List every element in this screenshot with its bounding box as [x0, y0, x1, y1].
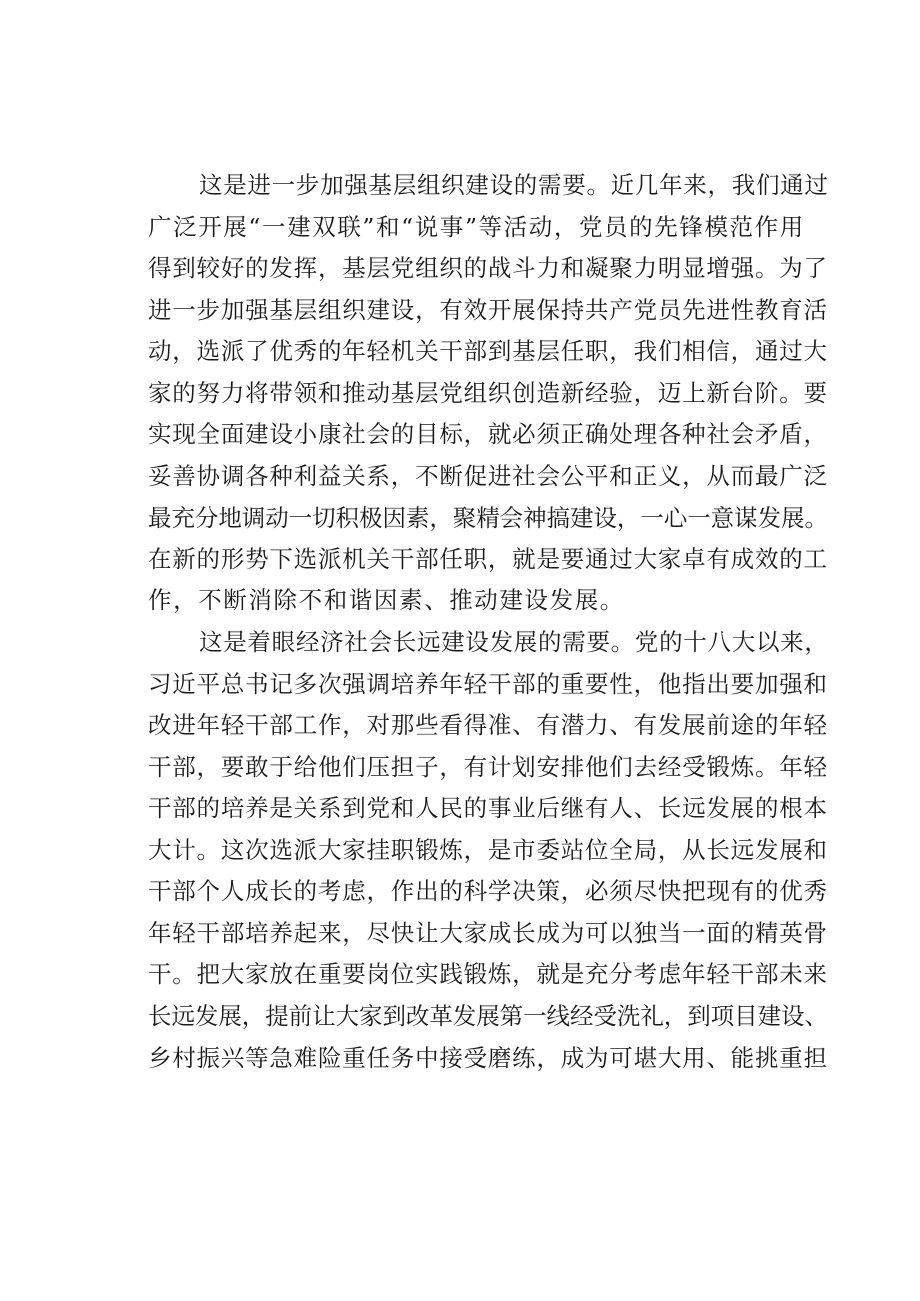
paragraph-1-line-2: 广泛开展“一建双联”和“说事”等活动，党员的先锋模范作用: [148, 213, 805, 241]
paragraph-1-line-7: 实现全面建设小康社会的目标，就必须正确处理各种社会矛盾，: [148, 420, 828, 448]
paragraph-1-line-8: 妥善协调各种利益关系，不断促进社会公平和正义，从而最广泛: [148, 462, 828, 490]
paragraph-2-line-2: 习近平总书记多次强调培养年轻干部的重要性，他指出要加强和: [148, 670, 828, 698]
paragraph-1-line-11: 作，不断消除不和谐因素、推动建设发展。: [148, 586, 625, 614]
paragraph-2-line-4: 干部，要敢于给他们压担子，有计划安排他们去经受锻炼。年轻: [148, 753, 828, 781]
paragraph-1-line-6: 家的努力将带领和推动基层党组织创造新经验，迈上新台阶。要: [148, 379, 828, 407]
paragraph-1-line-3: 得到较好的发挥，基层党组织的战斗力和凝聚力明显增强。为了: [148, 254, 828, 282]
paragraph-1-line-4: 进一步加强基层组织建设，有效开展保持共产党员先进性教育活: [148, 296, 828, 324]
paragraph-2-line-11: 乡村振兴等急难险重任务中接受磨练，成为可堪大用、能挑重担: [148, 1044, 828, 1072]
paragraph-2-line-1: 这是着眼经济社会长远建设发展的需要。党的十八大以来，: [199, 628, 829, 656]
paragraph-2-line-10: 长远发展，提前让大家到改革发展第一线经受洗礼，到项目建设、: [148, 1002, 828, 1030]
paragraph-1-line-5: 动，选派了优秀的年轻机关干部到基层任职，我们相信，通过大: [148, 337, 828, 365]
paragraph-2-line-7: 干部个人成长的考虑，作出的科学决策，必须尽快把现有的优秀: [148, 877, 828, 905]
paragraph-1-line-9: 最充分地调动一切积极因素，聚精会神搞建设，一心一意谋发展。: [148, 504, 828, 532]
paragraph-2-line-6: 大计。这次选派大家挂职锻炼，是市委站位全局，从长远发展和: [148, 836, 828, 864]
paragraph-2-line-3: 改进年轻干部工作，对那些看得准、有潜力、有发展前途的年轻: [148, 711, 828, 739]
paragraph-1-line-1: 这是进一步加强基层组织建设的需要。近几年来，我们通过: [199, 171, 829, 199]
paragraph-2-line-8: 年轻干部培养起来，尽快让大家成长成为可以独当一面的精英骨: [148, 919, 828, 947]
paragraph-1-line-10: 在新的形势下选派机关干部任职，就是要通过大家卓有成效的工: [148, 545, 828, 573]
paragraph-2-line-9: 干。把大家放在重要岗位实践锻炼，就是充分考虑年轻干部未来: [148, 960, 828, 988]
paragraph-2-line-5: 干部的培养是关系到党和人民的事业后继有人、长远发展的根本: [148, 794, 828, 822]
